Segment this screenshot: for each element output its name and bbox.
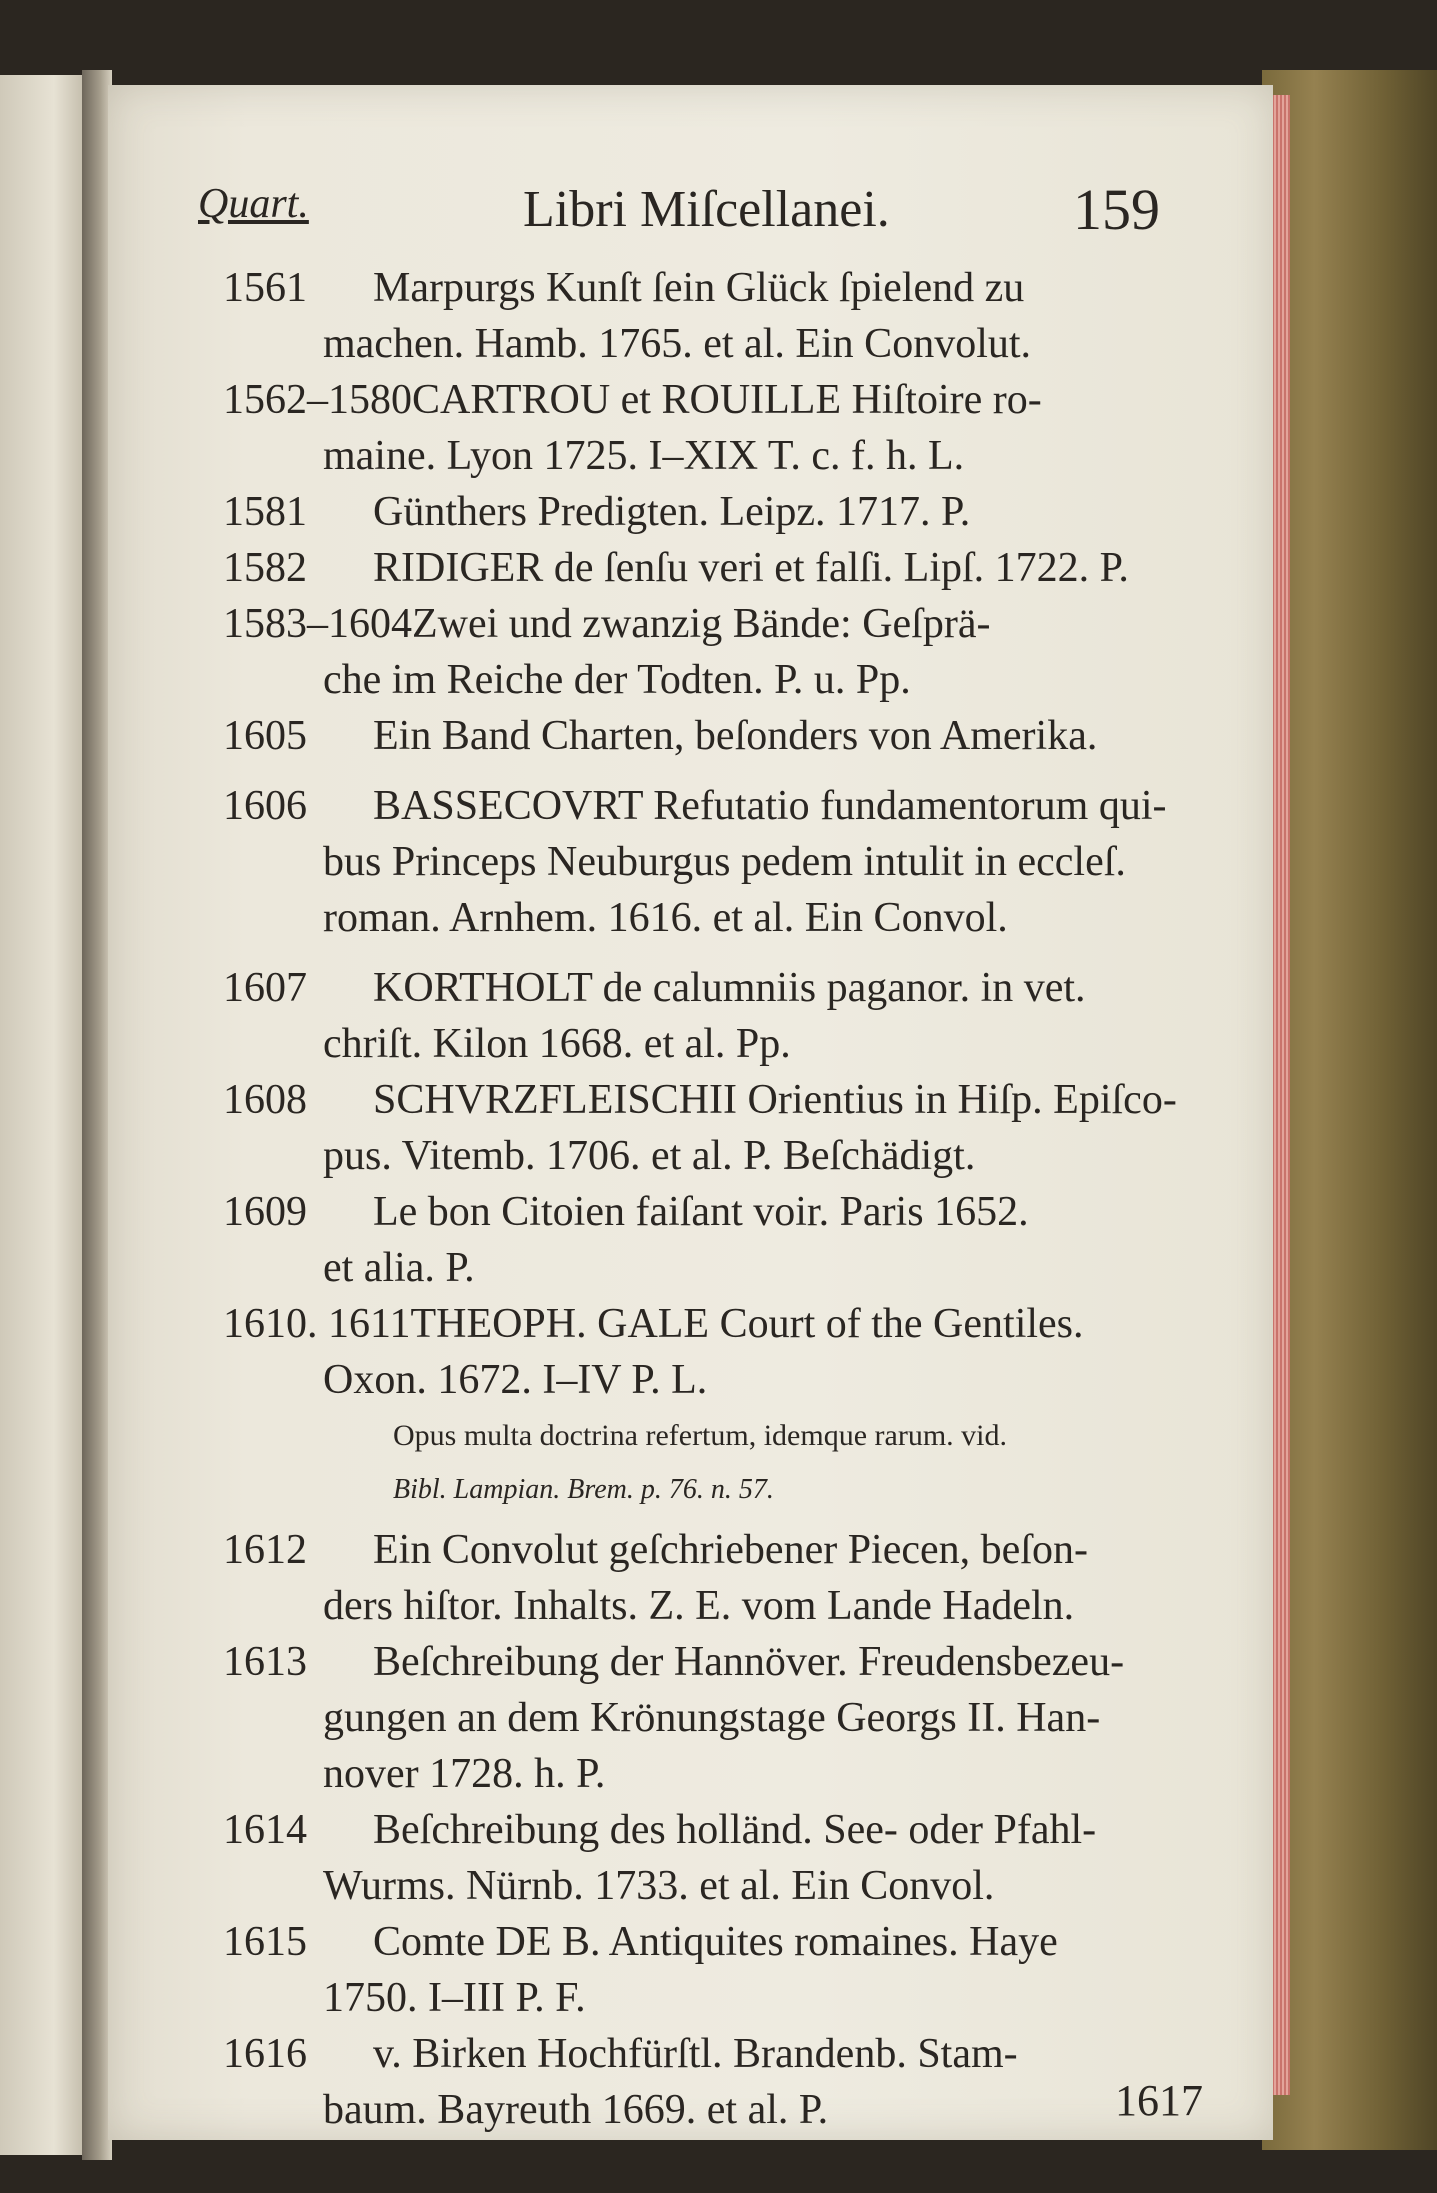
entry-1583: 1583–1604Zwei und zwanzig Bände: Geſprä- (223, 601, 991, 647)
entry-1612: 1612 Ein Convolut geſchriebener Piecen, beſon- (223, 1527, 1088, 1573)
entry-1561-cont: machen. Hamb. 1765. et al. Ein Convolut. (323, 321, 1032, 367)
entry-1609-cont: et alia. P. (323, 1245, 475, 1291)
entry-1606-cont2: roman. Arnhem. 1616. et al. Ein Convol. (323, 895, 1008, 941)
entry-1610: 1610. 1611THEOPH. GALE Court of the Gentiles. (223, 1301, 1084, 1347)
entry-1562-cont: maine. Lyon 1725. I–XIX T. c. f. h. L. (323, 433, 965, 479)
header-title: Libri Miſcellanei. (523, 181, 890, 238)
entry-1609: 1609 Le bon Citoien faiſant voir. Paris 1652. (223, 1189, 1029, 1235)
entry-1606: 1606 BASSECOVRT Refutatio fundamentorum qui- (223, 783, 1167, 829)
catchword: 1617 (1115, 2076, 1203, 2125)
entry-1561: 1561 Marpurgs Kunſt ſein Glück ſpielend zu (223, 265, 1025, 311)
entry-1615-cont: 1750. I–III P. F. (323, 1975, 586, 2021)
entry-1581: 1581 Günthers Predigten. Leipz. 1717. P. (223, 489, 971, 535)
header-format: Quart. (198, 181, 309, 227)
entry-1612-cont: ders hiſtor. Inhalts. Z. E. vom Lande Hadeln. (323, 1583, 1075, 1629)
entry-1613-cont2: nover 1728. h. P. (323, 1751, 606, 1797)
entry-1616-cont: baum. Bayreuth 1669. et al. P. (323, 2087, 829, 2133)
catalog-page (108, 85, 1273, 2140)
facing-page-edge (0, 75, 90, 2155)
entry-1605: 1605 Ein Band Charten, beſonders von Amerika. (223, 713, 1098, 759)
entry-1562: 1562–1580CARTROU et ROUILLE Hiſtoire ro- (223, 377, 1042, 423)
entry-1607: 1607 KORTHOLT de calumniis paganor. in vet. (223, 965, 1086, 1011)
entry-1610-cont: Oxon. 1672. I–IV P. L. (323, 1357, 708, 1403)
entry-1608: 1608 SCHVRZFLEISCHII Orientius in Hiſp. Epiſco- (223, 1077, 1177, 1123)
entry-1613-cont1: gungen an dem Krönungstage Georgs II. Han- (323, 1695, 1101, 1741)
entries-list (223, 260, 1283, 2138)
entry-note-reference: Bibl. Lampian. Brem. p. 76. n. 57. (393, 1474, 774, 1505)
entry-1582: 1582 RIDIGER de ſenſu veri et falſi. Lipſ. 1722. P. (223, 545, 1129, 591)
page-number: 159 (1073, 177, 1160, 242)
running-header (108, 177, 1273, 242)
entry-1583-cont: che im Reiche der Todten. P. u. Pp. (323, 657, 911, 703)
entry-note: Opus multa doctrina refertum, idemque rarum. vid. (393, 1419, 1007, 1452)
entry-1608-cont: pus. Vitemb. 1706. et al. P. Beſchädigt. (323, 1133, 976, 1179)
entry-1615: 1615 Comte DE B. Antiquites romaines. Haye (223, 1919, 1058, 1965)
entry-1606-cont1: bus Princeps Neuburgus pedem intulit in eccleſ. (323, 839, 1126, 885)
entry-1607-cont: chriſt. Kilon 1668. et al. Pp. (323, 1021, 791, 1067)
entry-1614-cont: Wurms. Nürnb. 1733. et al. Ein Convol. (323, 1863, 995, 1909)
entry-1616: 1616 v. Birken Hochfürſtl. Brandenb. Stam- (223, 2031, 1018, 2077)
entry-1614: 1614 Beſchreibung des holländ. See- oder Pfahl- (223, 1807, 1097, 1853)
entry-1613: 1613 Beſchreibung der Hannöver. Freudensbezeu- (223, 1639, 1125, 1685)
